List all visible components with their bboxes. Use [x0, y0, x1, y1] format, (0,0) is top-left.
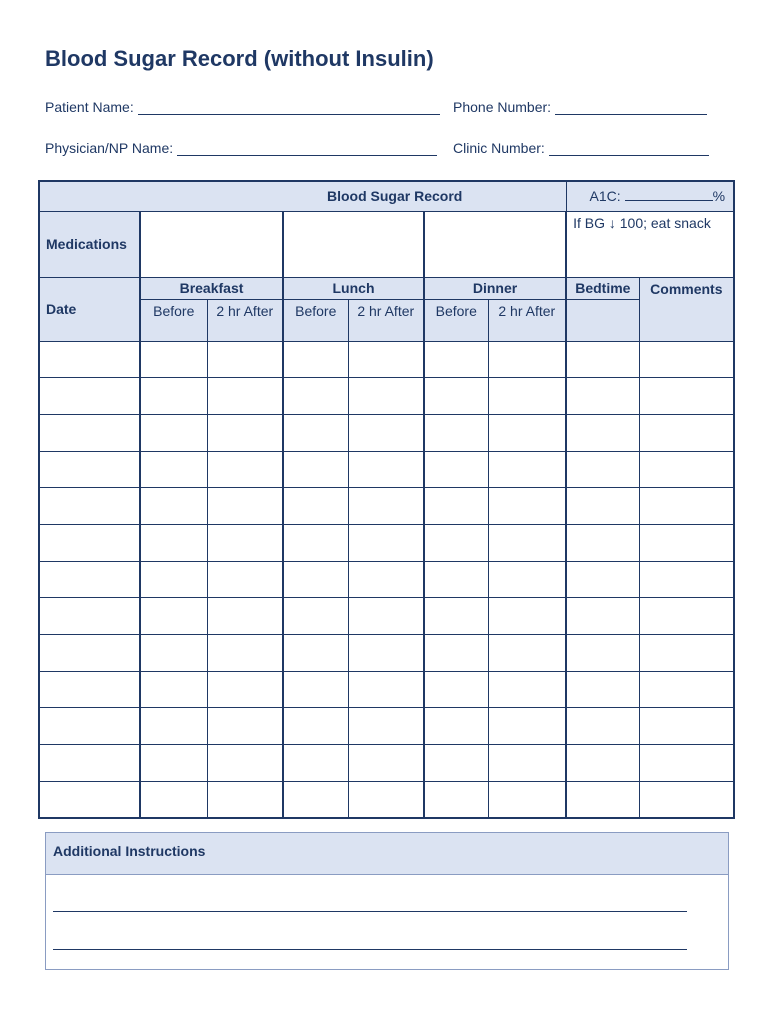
breakfast-after-cell[interactable]: [207, 451, 283, 488]
bedtime-cell[interactable]: [566, 488, 639, 525]
instructions-line[interactable]: [53, 949, 687, 950]
page-title: Blood Sugar Record (without Insulin): [45, 46, 434, 71]
a1c-label: A1C:: [589, 188, 621, 205]
instructions-line[interactable]: [53, 911, 687, 912]
breakfast-after-cell[interactable]: [207, 561, 283, 598]
lunch-after-cell[interactable]: [348, 708, 424, 745]
dinner-after-cell[interactable]: [488, 488, 566, 525]
breakfast-after-cell[interactable]: [207, 525, 283, 562]
lunch-after-cell[interactable]: [348, 341, 424, 378]
medication-cell-lunch[interactable]: [283, 211, 424, 277]
breakfast-after-cell[interactable]: [207, 671, 283, 708]
date-cell[interactable]: [39, 708, 140, 745]
table-row: [39, 635, 734, 672]
bedtime-cell[interactable]: [566, 708, 639, 745]
table-row: [39, 671, 734, 708]
lunch-before-cell[interactable]: [283, 708, 348, 745]
bedtime-cell[interactable]: [566, 745, 639, 782]
bedtime-cell[interactable]: [566, 598, 639, 635]
table-row: [39, 708, 734, 745]
breakfast-before-header: Before: [140, 299, 207, 341]
breakfast-before-cell[interactable]: [140, 488, 207, 525]
dinner-before-cell[interactable]: [424, 708, 488, 745]
bedtime-cell[interactable]: [566, 378, 639, 415]
breakfast-before-cell[interactable]: [140, 561, 207, 598]
lunch-after-cell[interactable]: [348, 745, 424, 782]
date-cell[interactable]: [39, 488, 140, 525]
lunch-before-cell[interactable]: [283, 451, 348, 488]
breakfast-after-cell[interactable]: [207, 415, 283, 452]
dinner-before-cell[interactable]: [424, 415, 488, 452]
lunch-before-cell[interactable]: [283, 781, 348, 818]
breakfast-before-cell[interactable]: [140, 708, 207, 745]
table-row: [39, 561, 734, 598]
lunch-before-cell[interactable]: [283, 488, 348, 525]
dinner-before-cell[interactable]: [424, 598, 488, 635]
patient-name-label: Patient Name:: [45, 99, 134, 115]
dinner-before-cell[interactable]: [424, 525, 488, 562]
comments-cell[interactable]: [639, 635, 734, 672]
medications-label: Medications: [39, 211, 140, 277]
dinner-before-cell[interactable]: [424, 378, 488, 415]
patient-name-blank[interactable]: [138, 101, 440, 115]
comments-cell[interactable]: [639, 745, 734, 782]
comments-cell[interactable]: [639, 488, 734, 525]
breakfast-header: Breakfast: [140, 277, 283, 299]
breakfast-before-cell[interactable]: [140, 341, 207, 378]
dinner-before-cell[interactable]: [424, 561, 488, 598]
comments-cell[interactable]: [639, 415, 734, 452]
date-cell[interactable]: [39, 745, 140, 782]
dinner-after-cell[interactable]: [488, 598, 566, 635]
date-cell[interactable]: [39, 561, 140, 598]
dinner-after-cell[interactable]: [488, 415, 566, 452]
breakfast-after-cell[interactable]: [207, 781, 283, 818]
dinner-before-cell[interactable]: [424, 341, 488, 378]
dinner-after-cell[interactable]: [488, 635, 566, 672]
comments-cell[interactable]: [639, 341, 734, 378]
comments-cell[interactable]: [639, 525, 734, 562]
medication-cell-dinner[interactable]: [424, 211, 566, 277]
breakfast-after-cell[interactable]: [207, 378, 283, 415]
bedtime-cell[interactable]: [566, 341, 639, 378]
comments-cell[interactable]: [639, 598, 734, 635]
date-cell[interactable]: [39, 451, 140, 488]
lunch-before-cell[interactable]: [283, 745, 348, 782]
lunch-after-cell[interactable]: [348, 671, 424, 708]
physician-name-label: Physician/NP Name:: [45, 140, 174, 156]
dinner-after-cell[interactable]: [488, 781, 566, 818]
dinner-before-cell[interactable]: [424, 671, 488, 708]
date-cell[interactable]: [39, 671, 140, 708]
breakfast-after-cell[interactable]: [207, 598, 283, 635]
comments-header: Comments: [639, 277, 734, 341]
date-cell[interactable]: [39, 635, 140, 672]
date-cell[interactable]: [39, 341, 140, 378]
lunch-after-cell[interactable]: [348, 378, 424, 415]
comments-cell[interactable]: [639, 708, 734, 745]
bedtime-cell[interactable]: [566, 671, 639, 708]
date-cell[interactable]: [39, 378, 140, 415]
lunch-before-cell[interactable]: [283, 378, 348, 415]
bedtime-cell[interactable]: [566, 525, 639, 562]
physician-name-blank[interactable]: [177, 142, 437, 156]
table-row: [39, 598, 734, 635]
additional-instructions-heading: Additional Instructions: [46, 833, 728, 875]
lunch-after-cell[interactable]: [348, 525, 424, 562]
dinner-before-cell[interactable]: [424, 781, 488, 818]
lunch-after-header: 2 hr After: [348, 299, 424, 341]
additional-instructions-box: [45, 832, 729, 970]
table-row: [39, 341, 734, 378]
phone-number-blank[interactable]: [555, 101, 707, 115]
table-row: [39, 415, 734, 452]
dinner-after-cell[interactable]: [488, 671, 566, 708]
lunch-before-cell[interactable]: [283, 415, 348, 452]
table-title: Blood Sugar Record: [327, 188, 463, 204]
clinic-number-field[interactable]: [453, 140, 709, 156]
comments-cell[interactable]: [639, 561, 734, 598]
dinner-after-cell[interactable]: [488, 708, 566, 745]
date-label: Date: [39, 277, 140, 341]
table-title-cell: [39, 181, 566, 211]
bedtime-header: Bedtime: [566, 277, 639, 299]
breakfast-before-cell[interactable]: [140, 451, 207, 488]
breakfast-before-cell[interactable]: [140, 598, 207, 635]
breakfast-before-cell[interactable]: [140, 525, 207, 562]
table-row: [39, 781, 734, 818]
table-row: [39, 745, 734, 782]
dinner-after-cell[interactable]: [488, 745, 566, 782]
physician-name-field[interactable]: [45, 140, 437, 156]
breakfast-after-cell[interactable]: [207, 708, 283, 745]
medication-cell-breakfast[interactable]: [140, 211, 283, 277]
dinner-after-cell[interactable]: [488, 525, 566, 562]
bedtime-cell[interactable]: [566, 451, 639, 488]
breakfast-before-cell[interactable]: [140, 635, 207, 672]
lunch-after-cell[interactable]: [348, 635, 424, 672]
bedtime-cell[interactable]: [566, 415, 639, 452]
lunch-after-cell[interactable]: [348, 561, 424, 598]
a1c-blank[interactable]: [625, 188, 713, 201]
blood-sugar-table: [38, 180, 735, 819]
dinner-before-cell[interactable]: [424, 635, 488, 672]
bedtime-cell[interactable]: [566, 635, 639, 672]
dinner-after-cell[interactable]: [488, 341, 566, 378]
breakfast-after-cell[interactable]: [207, 745, 283, 782]
breakfast-before-cell[interactable]: [140, 415, 207, 452]
table-row: [39, 451, 734, 488]
phone-number-field[interactable]: [453, 99, 707, 115]
lunch-after-cell[interactable]: [348, 598, 424, 635]
lunch-before-cell[interactable]: [283, 525, 348, 562]
breakfast-before-cell[interactable]: [140, 378, 207, 415]
lunch-before-header: Before: [283, 299, 348, 341]
breakfast-before-cell[interactable]: [140, 745, 207, 782]
dinner-after-cell[interactable]: [488, 378, 566, 415]
snack-note: If BG ↓ 100; eat snack: [566, 211, 734, 277]
dinner-after-cell[interactable]: [488, 561, 566, 598]
breakfast-after-cell[interactable]: [207, 635, 283, 672]
lunch-after-cell[interactable]: [348, 488, 424, 525]
lunch-before-cell[interactable]: [283, 635, 348, 672]
dinner-after-header: 2 hr After: [488, 299, 566, 341]
breakfast-after-cell[interactable]: [207, 341, 283, 378]
dinner-before-cell[interactable]: [424, 451, 488, 488]
date-cell[interactable]: [39, 598, 140, 635]
comments-cell[interactable]: [639, 378, 734, 415]
breakfast-before-cell[interactable]: [140, 671, 207, 708]
bedtime-cell[interactable]: [566, 561, 639, 598]
lunch-after-cell[interactable]: [348, 781, 424, 818]
lunch-after-cell[interactable]: [348, 415, 424, 452]
table-row: [39, 525, 734, 562]
phone-number-label: Phone Number:: [453, 99, 552, 115]
comments-cell[interactable]: [639, 671, 734, 708]
comments-cell[interactable]: [639, 451, 734, 488]
lunch-before-cell[interactable]: [283, 561, 348, 598]
table-row: [39, 378, 734, 415]
clinic-number-label: Clinic Number:: [453, 140, 545, 156]
breakfast-after-cell[interactable]: [207, 488, 283, 525]
lunch-before-cell[interactable]: [283, 598, 348, 635]
date-cell[interactable]: [39, 525, 140, 562]
bedtime-cell[interactable]: [566, 781, 639, 818]
dinner-before-cell[interactable]: [424, 745, 488, 782]
patient-name-field[interactable]: [45, 99, 440, 115]
bedtime-subheader: [566, 299, 639, 341]
a1c-cell[interactable]: [566, 181, 734, 211]
breakfast-after-header: 2 hr After: [207, 299, 283, 341]
dinner-before-header: Before: [424, 299, 488, 341]
comments-cell[interactable]: [639, 781, 734, 818]
dinner-header: Dinner: [424, 277, 566, 299]
breakfast-before-cell[interactable]: [140, 781, 207, 818]
lunch-before-cell[interactable]: [283, 671, 348, 708]
dinner-before-cell[interactable]: [424, 488, 488, 525]
dinner-after-cell[interactable]: [488, 451, 566, 488]
date-cell[interactable]: [39, 415, 140, 452]
lunch-after-cell[interactable]: [348, 451, 424, 488]
lunch-before-cell[interactable]: [283, 341, 348, 378]
table-row: [39, 488, 734, 525]
date-cell[interactable]: [39, 781, 140, 818]
clinic-number-blank[interactable]: [549, 142, 709, 156]
a1c-suffix: %: [712, 188, 726, 205]
lunch-header: Lunch: [283, 277, 424, 299]
